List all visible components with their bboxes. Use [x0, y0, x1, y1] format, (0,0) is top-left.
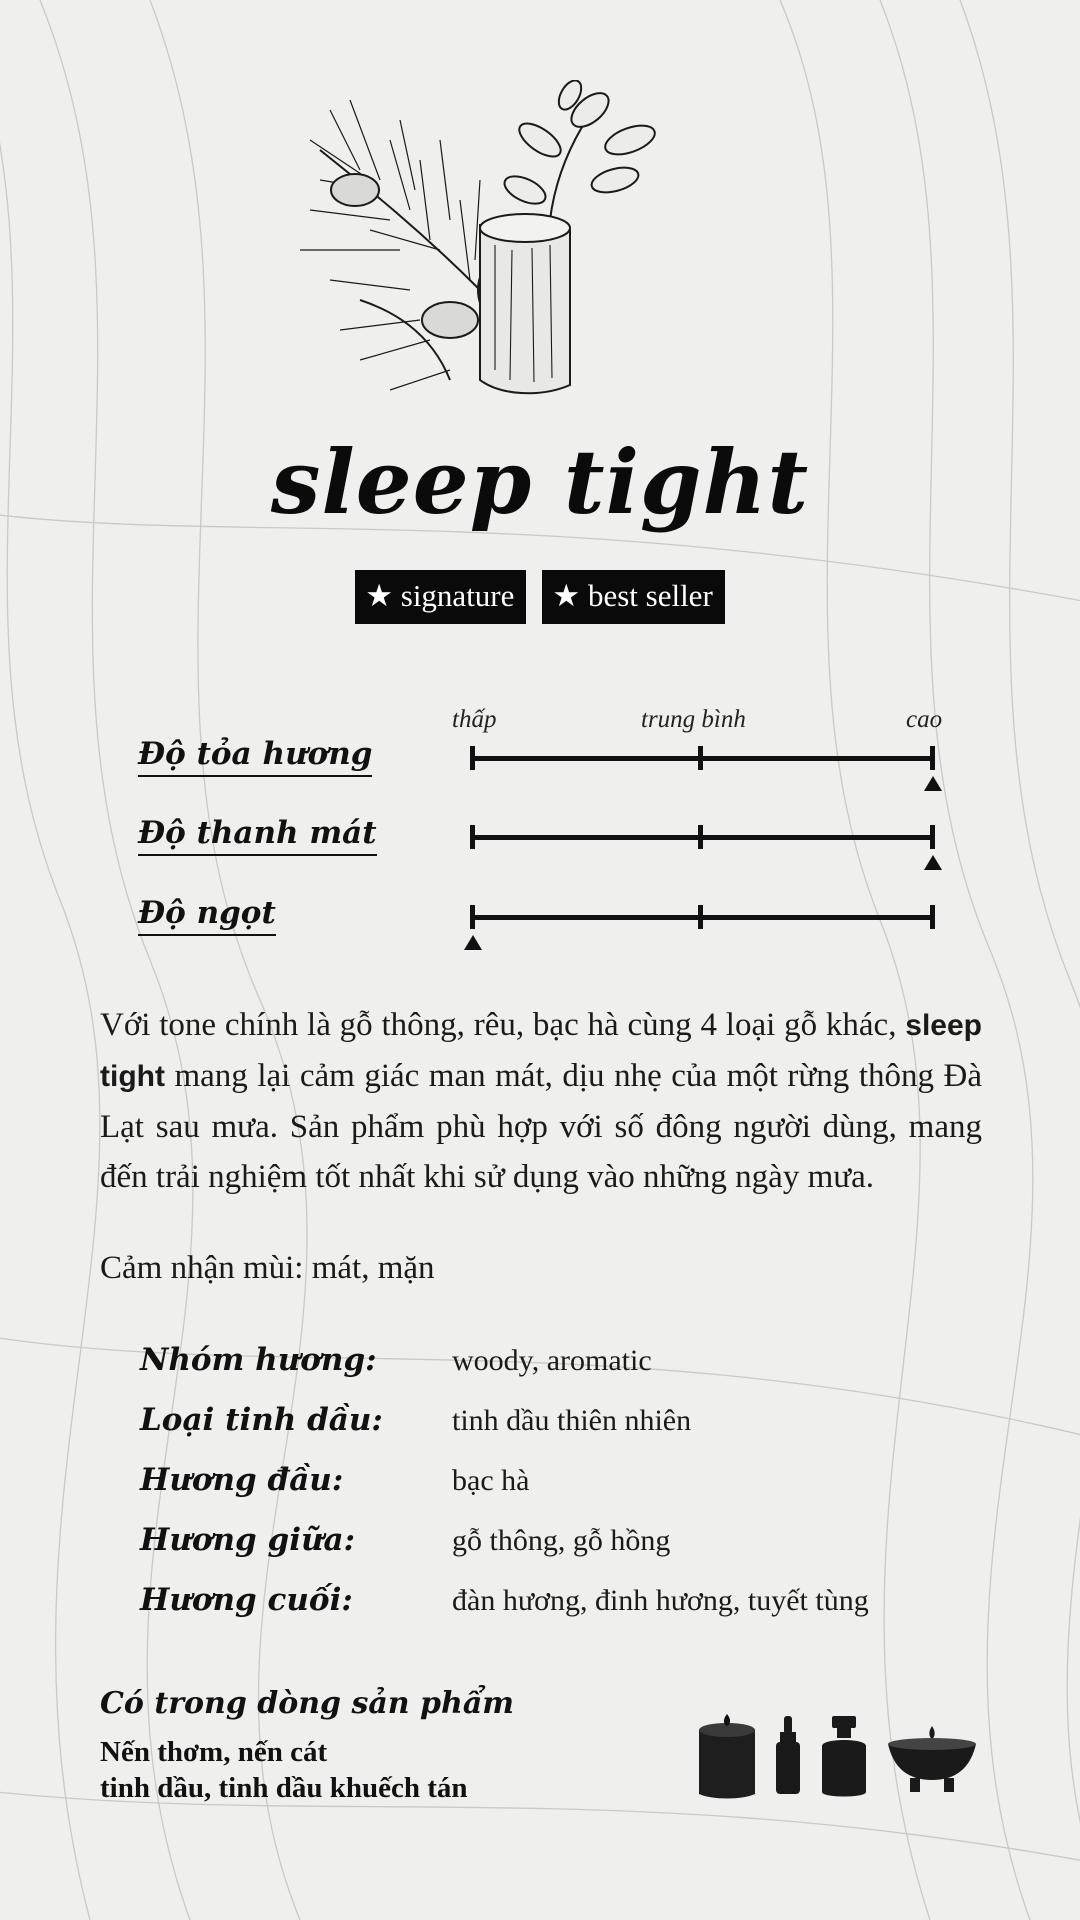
metric-label-sweetness: Độ ngọt — [138, 895, 276, 936]
leaf-sprig-illustration — [500, 80, 658, 220]
metric-label-freshness: Độ thanh mát — [138, 815, 377, 856]
scale-tick — [698, 825, 703, 849]
scent-notes-table — [140, 1342, 869, 1642]
note-value: woody, aromatic — [452, 1344, 652, 1377]
scale-tick — [470, 825, 475, 849]
scale-tick — [470, 746, 475, 770]
note-row-oil-type — [140, 1402, 869, 1462]
dropper-bottle-icon — [776, 1716, 800, 1794]
scale-tick — [930, 746, 935, 770]
note-key: Hương cuối: — [140, 1582, 353, 1618]
scale-tick — [930, 825, 935, 849]
note-key: Hương đầu: — [140, 1462, 344, 1498]
product-icons — [692, 1712, 982, 1802]
badge-group — [0, 570, 1080, 624]
scale-tick — [930, 905, 935, 929]
note-value: gỗ thông, gỗ hồng — [452, 1524, 671, 1557]
note-key: Nhóm hương: — [140, 1342, 377, 1378]
note-value: đàn hương, đinh hương, tuyết tùng — [452, 1584, 869, 1617]
product-title: sleep tight — [270, 430, 810, 534]
botanical-illustration — [300, 80, 730, 420]
description-highlight: sleep tight — [100, 1009, 982, 1093]
note-key: Hương giữa: — [140, 1522, 356, 1558]
metric-bar-sweetness — [470, 891, 935, 951]
metric-label-diffusion: Độ tỏa hương — [138, 736, 372, 777]
note-row-top — [140, 1462, 869, 1522]
description-text-end: mang lại cảm giác man mát, dịu nhẹ của một rừng thông Đà Lạt sau mưa. Sản phẩm phù hợp với số đông người dùng, mang đến trải nghiệm tốt nhất khi sử dụng vào những ngày mưa. — [100, 1058, 982, 1195]
candle-icon — [699, 1714, 755, 1799]
note-row-family — [140, 1342, 869, 1402]
metric-bar-diffusion — [470, 732, 935, 792]
best-seller-badge: ★ best seller — [542, 570, 724, 624]
metric-bar-freshness — [470, 811, 935, 871]
diffuser-bowl-icon — [888, 1726, 976, 1792]
note-row-middle — [140, 1522, 869, 1582]
note-key: Loại tinh dầu: — [140, 1402, 383, 1438]
scale-mid-label: trung bình — [641, 706, 746, 733]
signature-badge: ★ signature — [355, 570, 526, 624]
product-line-title: Có trong dòng sản phẩm — [100, 1686, 515, 1721]
wood-stump-illustration — [480, 214, 570, 393]
description-text-start: Với tone chính là gỗ thông, rêu, bạc hà cùng 4 loại gỗ khác, — [100, 1007, 906, 1043]
note-value: tinh dầu thiên nhiên — [452, 1404, 692, 1437]
scale-tick — [470, 905, 475, 929]
scale-tick — [698, 905, 703, 929]
scale-low-label: thấp — [452, 706, 497, 733]
scale-tick — [698, 746, 703, 770]
product-line-text: Nến thơm, nến cát — [100, 1736, 328, 1768]
note-value: bạc hà — [452, 1464, 530, 1497]
level-pointer — [924, 855, 942, 870]
level-pointer — [924, 776, 942, 791]
product-description — [100, 1000, 982, 1202]
oil-bottle-icon — [822, 1716, 866, 1797]
note-row-base — [140, 1582, 869, 1642]
level-pointer — [464, 935, 482, 950]
product-line-text: tinh dầu, tinh dầu khuếch tán — [100, 1772, 468, 1804]
scent-feel: Cảm nhận mùi: mát, mặn — [100, 1250, 435, 1286]
scale-high-label: cao — [906, 706, 943, 733]
